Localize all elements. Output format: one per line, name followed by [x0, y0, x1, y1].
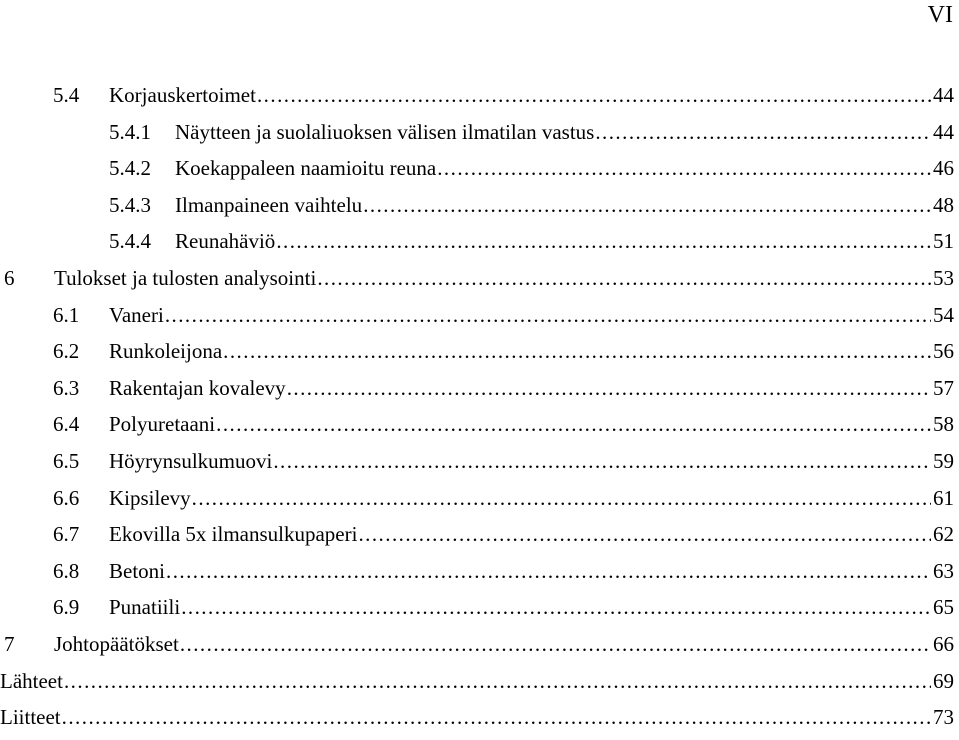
toc-entry-page: 69 [933, 668, 954, 693]
toc-entry-title: Lähteet [0, 668, 63, 693]
toc-dot-leader [192, 484, 931, 512]
toc-entry-number: 5.4.3 [109, 192, 151, 217]
toc-entry-number: 5.4 [53, 83, 80, 107]
toc-dot-leader [180, 630, 931, 658]
toc-entry-number: 6.2 [53, 339, 80, 364]
toc-entry-title: Korjauskertoimet [109, 83, 256, 107]
table-of-contents [0, 81, 954, 740]
toc-entry[interactable] [0, 264, 954, 301]
toc-entry-title: Näytteen ja suolaliuoksen välisen ilmatilan vastus [175, 119, 595, 144]
toc-entry-page: 53 [933, 265, 954, 290]
toc-entry-page: 61 [933, 485, 954, 510]
toc-dot-leader [165, 301, 931, 329]
toc-entry-title: Vaneri [109, 302, 164, 327]
toc-dot-leader [287, 374, 931, 402]
page-number: VI [927, 2, 953, 28]
toc-entry-page: 62 [933, 522, 954, 547]
toc-entry-page: 56 [933, 339, 954, 364]
toc-entry-number: 6.6 [53, 485, 80, 510]
toc-entry[interactable] [0, 630, 954, 667]
toc-dot-leader [166, 557, 931, 585]
toc-entry-number: 6.1 [53, 302, 80, 327]
toc-entry[interactable] [0, 593, 954, 630]
toc-dot-leader [181, 593, 931, 621]
toc-entry-number: 5.4.2 [109, 156, 151, 181]
toc-entry-title: Johtopäätökset [54, 631, 179, 656]
toc-entry-title: Liitteet [0, 705, 61, 730]
toc-entry-page: 54 [933, 302, 954, 327]
toc-entry-title: Ekovilla 5x ilmansulkupaperi [109, 522, 358, 547]
toc-entry-number: 7 [4, 631, 15, 656]
toc-entry-title: Tulokset ja tulosten analysointi [54, 265, 317, 290]
toc-entry[interactable] [0, 557, 954, 594]
toc-entry-page: 63 [933, 558, 954, 583]
toc-entry-title: Rakentajan kovalevy [109, 375, 286, 400]
toc-entry[interactable] [0, 520, 954, 557]
toc-entry-page: 65 [933, 595, 954, 620]
toc-entry-page: 46 [933, 156, 954, 181]
toc-entry[interactable] [0, 81, 954, 118]
toc-dot-leader [317, 264, 931, 292]
toc-entry-number: 6.7 [53, 522, 80, 547]
toc-dot-leader [257, 81, 931, 109]
toc-entry-number: 6.4 [53, 412, 80, 437]
toc-entry[interactable] [0, 703, 954, 740]
toc-dot-leader [273, 447, 931, 475]
toc-entry[interactable] [0, 191, 954, 228]
toc-entry-title: Betoni [109, 558, 165, 583]
toc-entry[interactable] [0, 154, 954, 191]
toc-dot-leader [276, 227, 931, 255]
toc-entry-page: 58 [933, 412, 954, 437]
toc-entry-title: Punatiili [109, 595, 181, 620]
toc-entry-title: Reunahäviö [175, 229, 276, 254]
toc-entry[interactable] [0, 301, 954, 338]
toc-dot-leader [437, 154, 931, 182]
toc-entry-page: 57 [933, 375, 954, 400]
toc-entry-title: Polyuretaani [109, 412, 216, 437]
toc-entry-page: 51 [933, 229, 954, 254]
toc-dot-leader [64, 667, 931, 695]
toc-entry-number: 6.5 [53, 448, 80, 473]
toc-entry-page: 59 [933, 448, 954, 473]
toc-dot-leader [62, 703, 931, 731]
toc-dot-leader [223, 337, 931, 365]
toc-entry-number: 5.4.1 [109, 119, 151, 144]
toc-entry-title: Kipsilevy [109, 485, 191, 510]
toc-entry-title: Höyrynsulkumuovi [109, 448, 273, 473]
toc-entry-title: Runkoleijona [109, 339, 223, 364]
toc-entry-title: Ilmanpaineen vaihtelu [175, 192, 363, 217]
toc-entry-number: 5.4.4 [109, 229, 151, 254]
toc-entry[interactable] [0, 447, 954, 484]
toc-entry-number: 6.3 [53, 375, 80, 400]
toc-entry-page: 44 [933, 119, 954, 144]
toc-entry-number: 6.8 [53, 558, 80, 583]
toc-entry-page: 44 [933, 83, 954, 107]
toc-dot-leader [595, 118, 931, 146]
toc-entry-number: 6 [4, 265, 15, 290]
toc-entry[interactable] [0, 667, 954, 704]
toc-dot-leader [216, 410, 931, 438]
toc-entry[interactable] [0, 374, 954, 411]
toc-entry-title: Koekappaleen naamioitu reuna [175, 156, 437, 181]
toc-entry-page: 66 [933, 631, 954, 656]
toc-entry[interactable] [0, 227, 954, 264]
toc-dot-leader [363, 191, 931, 219]
toc-entry-number: 6.9 [53, 595, 80, 620]
toc-entry[interactable] [0, 337, 954, 374]
toc-dot-leader [358, 520, 931, 548]
toc-entry[interactable] [0, 118, 954, 155]
toc-entry[interactable] [0, 410, 954, 447]
toc-entry[interactable] [0, 484, 954, 521]
toc-entry-page: 48 [933, 192, 954, 217]
toc-entry-page: 73 [933, 705, 954, 730]
